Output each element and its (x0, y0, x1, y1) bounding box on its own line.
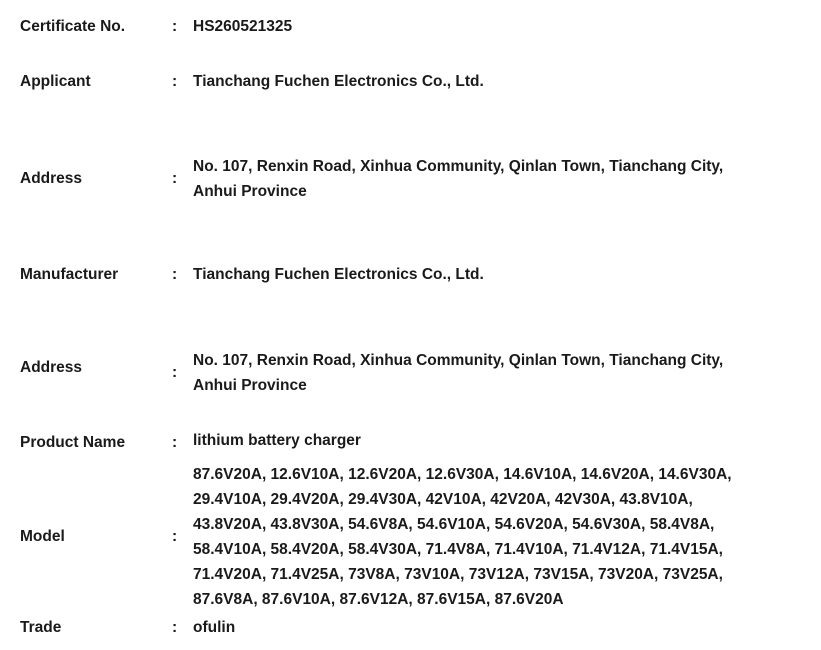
product-name-label: Product Name (20, 434, 126, 451)
model-line-6: 87.6V8A, 87.6V10A, 87.6V12A, 87.6V15A, 87.6V20A (193, 591, 564, 608)
trade-value: ofulin (193, 619, 236, 636)
manufacturer-colon: : (172, 266, 178, 283)
trade-label: Trade (20, 619, 62, 636)
model-line-4: 58.4V10A, 58.4V20A, 58.4V30A, 71.4V8A, 71.4V10A, 71.4V12A, 71.4V15A, (193, 541, 723, 558)
applicant-address-line-1: No. 107, Renxin Road, Xinhua Community, Qinlan Town, Tianchang City, (193, 158, 724, 175)
certificate-no-colon: : (172, 18, 178, 35)
product-name-colon: : (172, 434, 178, 451)
trade-colon: : (172, 619, 178, 636)
applicant-address-colon: : (172, 170, 178, 187)
model-line-2: 29.4V10A, 29.4V20A, 29.4V30A, 42V10A, 42V20A, 42V30A, 43.8V10A, (193, 491, 693, 508)
manufacturer-address-value (193, 348, 803, 398)
applicant-address-label: Address (20, 170, 83, 187)
manufacturer-address-line-2: Anhui Province (193, 377, 307, 394)
manufacturer-label: Manufacturer (20, 266, 119, 283)
model-value (193, 462, 803, 612)
model-line-1: 87.6V20A, 12.6V10A, 12.6V20A, 12.6V30A, 14.6V10A, 14.6V20A, 14.6V30A, (193, 466, 732, 483)
model-label: Model (20, 528, 65, 545)
model-line-3: 43.8V20A, 43.8V30A, 54.6V8A, 54.6V10A, 54.6V20A, 54.6V30A, 58.4V8A, (193, 516, 715, 533)
applicant-address-value (193, 154, 803, 204)
product-name-value: lithium battery charger (193, 432, 361, 449)
manufacturer-address-line-1: No. 107, Renxin Road, Xinhua Community, Qinlan Town, Tianchang City, (193, 352, 724, 369)
manufacturer-address-label: Address (20, 359, 83, 376)
certificate-no-label: Certificate No. (20, 18, 126, 35)
model-colon: : (172, 528, 178, 545)
model-line-5: 71.4V20A, 71.4V25A, 73V8A, 73V10A, 73V12A, 73V15A, 73V20A, 73V25A, (193, 566, 723, 583)
certificate-no-value: HS260521325 (193, 18, 293, 35)
applicant-value: Tianchang Fuchen Electronics Co., Ltd. (193, 73, 484, 90)
applicant-colon: : (172, 73, 178, 90)
manufacturer-address-colon: : (172, 364, 178, 381)
applicant-address-line-2: Anhui Province (193, 183, 307, 200)
manufacturer-value: Tianchang Fuchen Electronics Co., Ltd. (193, 266, 484, 283)
applicant-label: Applicant (20, 73, 91, 90)
